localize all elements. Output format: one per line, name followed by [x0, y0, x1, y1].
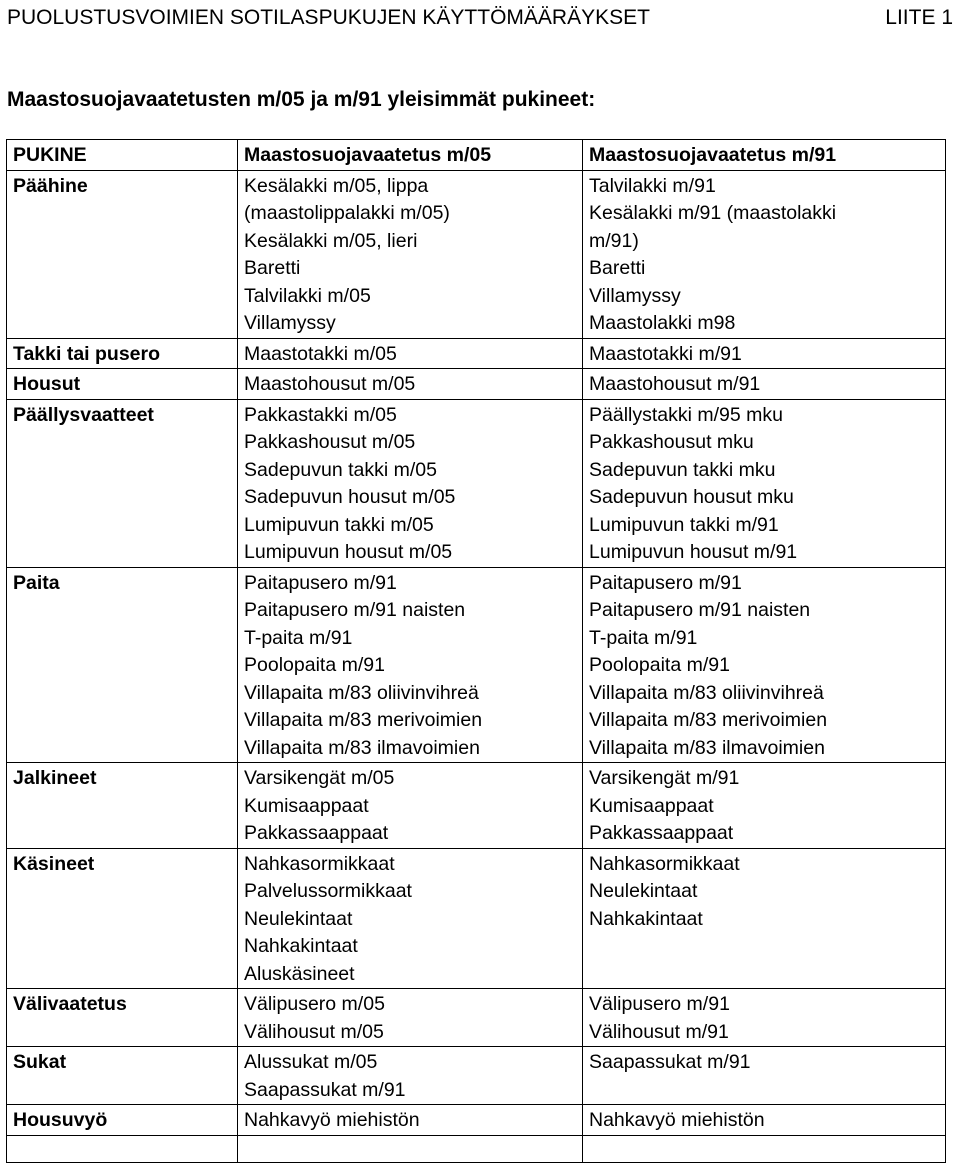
- garment-items-m05-cell: [238, 567, 583, 763]
- garment-item: Välihousut m/91: [589, 1020, 729, 1043]
- garment-item: Baretti: [244, 257, 301, 279]
- table-row: [7, 763, 946, 849]
- table-row: [7, 338, 946, 369]
- garment-item: Pakkashousut mku: [589, 431, 754, 453]
- garment-item: Sadepuvun housut m/05: [244, 486, 456, 508]
- garment-item: Villapaita m/83 merivoimien: [244, 709, 483, 731]
- garment-item: Paitapusero m/91: [589, 571, 742, 594]
- header-cell-garment: PUKINE: [7, 140, 238, 171]
- garment-item: Paitapusero m/91 naisten: [244, 599, 466, 621]
- garment-items-m05-cell: [238, 399, 583, 567]
- document-header: [7, 4, 953, 32]
- garment-item: Aluskäsineet: [244, 962, 355, 985]
- garment-item: Varsikengät m/91: [589, 767, 740, 789]
- garment-items-m91-cell: [583, 763, 946, 849]
- empty-table-row: [7, 1135, 946, 1162]
- garment-item: Palvelussormikkaat: [244, 880, 412, 902]
- garment-item: Sadepuvun takki m/05: [244, 458, 437, 481]
- garment-items-m05-cell: [238, 338, 583, 369]
- garment-item: Alussukat m/05: [244, 1051, 378, 1073]
- garment-item: Paitapusero m/91: [244, 571, 397, 594]
- garment-item: Sadepuvun housut mku: [589, 486, 794, 508]
- garment-item: Maastotakki m/05: [244, 342, 397, 365]
- garment-item: T-paita m/91: [244, 626, 353, 649]
- garment-item: Välipusero m/05: [244, 993, 385, 1015]
- garment-item: Nahkakintaat: [589, 907, 703, 930]
- garment-item: Kesälakki m/05, lieri: [244, 229, 418, 252]
- garment-item: Nahkasormikkaat: [244, 852, 395, 875]
- table-row: [7, 567, 946, 763]
- document-title: PUOLUSTUSVOIMIEN SOTILASPUKUJEN KÄYTTÖMÄÄRÄYKSET: [7, 6, 650, 29]
- empty-cell: [238, 1135, 583, 1162]
- garment-item: Baretti: [589, 257, 646, 279]
- garment-items-m91-cell: [583, 989, 946, 1047]
- garment-category-cell: Päähine: [7, 170, 238, 338]
- header-cell-m91: Maastosuojavaatetus m/91: [583, 140, 946, 171]
- garment-item: Villapaita m/83 ilmavoimien: [589, 736, 825, 759]
- garment-item: Pakkastakki m/05: [244, 403, 397, 426]
- garment-item: m/91): [589, 229, 639, 252]
- garment-items-m05-cell: [238, 763, 583, 849]
- garment-item: Villamyssy: [589, 284, 681, 307]
- garment-items-m05-cell: [238, 989, 583, 1047]
- garment-item: Lumipuvun housut m/05: [244, 541, 453, 563]
- garment-category-cell: Housut: [7, 369, 238, 400]
- empty-cell: [7, 1135, 238, 1162]
- garment-category-cell: Paita: [7, 567, 238, 763]
- garment-category-cell: Sukat: [7, 1047, 238, 1105]
- garment-table-body: [7, 170, 946, 1162]
- table-row: [7, 369, 946, 400]
- garment-item: (maastolippalakki m/05): [244, 202, 450, 224]
- garment-items-m05-cell: [238, 1047, 583, 1105]
- garment-item: Villapaita m/83 oliivinvihreä: [244, 681, 479, 704]
- garment-item: Villamyssy: [244, 312, 336, 334]
- garment-category-cell: Välivaatetus: [7, 989, 238, 1047]
- garment-item: Varsikengät m/05: [244, 767, 395, 789]
- garment-item: Maastohousut m/91: [589, 373, 761, 395]
- table-row: [7, 1105, 946, 1136]
- garment-item: Pakkassaappaat: [244, 822, 389, 844]
- garment-items-m05-cell: [238, 369, 583, 400]
- garment-items-m91-cell: [583, 399, 946, 567]
- garment-category-cell: Käsineet: [7, 848, 238, 989]
- garment-item: T-paita m/91: [589, 626, 698, 649]
- garment-item: Kumisaappaat: [244, 794, 369, 817]
- garment-item: Saapassukat m/91: [244, 1078, 406, 1101]
- garment-item: Välihousut m/05: [244, 1020, 384, 1043]
- garment-items-m91-cell: [583, 567, 946, 763]
- garment-item: Kesälakki m/05, lippa: [244, 174, 429, 197]
- garment-items-m91-cell: [583, 1047, 946, 1105]
- garment-table: [6, 139, 946, 1163]
- garment-category-cell: Takki tai pusero: [7, 338, 238, 369]
- garment-item: Talvilakki m/91: [589, 174, 716, 197]
- garment-item: Neulekintaat: [589, 880, 698, 902]
- garment-item: Lumipuvun housut m/91: [589, 541, 798, 563]
- appendix-label: LIITE 1: [885, 6, 953, 29]
- garment-item: Nahkavyö miehistön: [244, 1109, 420, 1131]
- garment-item: Lumipuvun takki m/91: [589, 513, 779, 536]
- garment-item: Villapaita m/83 ilmavoimien: [244, 736, 480, 759]
- table-row: [7, 989, 946, 1047]
- garment-item: Välipusero m/91: [589, 993, 730, 1015]
- garment-item: Paitapusero m/91 naisten: [589, 599, 811, 621]
- header-cell-m05: Maastosuojavaatetus m/05: [238, 140, 583, 171]
- garment-item: Pakkashousut m/05: [244, 431, 416, 453]
- garment-item: Poolopaita m/91: [244, 654, 385, 676]
- garment-item: Nahkasormikkaat: [589, 852, 740, 875]
- garment-item: Maastotakki m/91: [589, 342, 742, 365]
- garment-item: Nahkakintaat: [244, 935, 358, 957]
- garment-items-m05-cell: [238, 1105, 583, 1136]
- empty-cell: [583, 1135, 946, 1162]
- table-row: [7, 1047, 946, 1105]
- section-heading: Maastosuojavaatetusten m/05 ja m/91 yleisimmät pukineet:: [7, 88, 596, 111]
- garment-item: Nahkavyö miehistön: [589, 1109, 765, 1131]
- garment-items-m91-cell: [583, 1105, 946, 1136]
- garment-items-m91-cell: [583, 848, 946, 989]
- garment-item: Päällystakki m/95 mku: [589, 403, 783, 426]
- garment-items-m91-cell: [583, 170, 946, 338]
- garment-category-cell: Jalkineet: [7, 763, 238, 849]
- garment-items-m91-cell: [583, 369, 946, 400]
- garment-item: Pakkassaappaat: [589, 822, 734, 844]
- garment-item: Kumisaappaat: [589, 794, 714, 817]
- garment-items-m05-cell: [238, 170, 583, 338]
- garment-item: Villapaita m/83 oliivinvihreä: [589, 681, 824, 704]
- garment-items-m91-cell: [583, 338, 946, 369]
- table-row: [7, 848, 946, 989]
- garment-item: Poolopaita m/91: [589, 654, 730, 676]
- garment-item: Maastolakki m98: [589, 312, 736, 334]
- table-header-row: [7, 140, 946, 171]
- garment-item: Kesälakki m/91 (maastolakki: [589, 202, 837, 224]
- garment-items-m05-cell: [238, 848, 583, 989]
- garment-item: Villapaita m/83 merivoimien: [589, 709, 828, 731]
- garment-item: Neulekintaat: [244, 907, 353, 930]
- table-row: [7, 170, 946, 338]
- garment-item: Talvilakki m/05: [244, 284, 371, 307]
- garment-category-cell: Housuvyö: [7, 1105, 238, 1136]
- garment-category-cell: Päällysvaatteet: [7, 399, 238, 567]
- table-row: [7, 399, 946, 567]
- garment-item: Maastohousut m/05: [244, 373, 416, 395]
- garment-item: Lumipuvun takki m/05: [244, 513, 434, 536]
- garment-item: Saapassukat m/91: [589, 1051, 751, 1073]
- garment-item: Sadepuvun takki mku: [589, 458, 776, 481]
